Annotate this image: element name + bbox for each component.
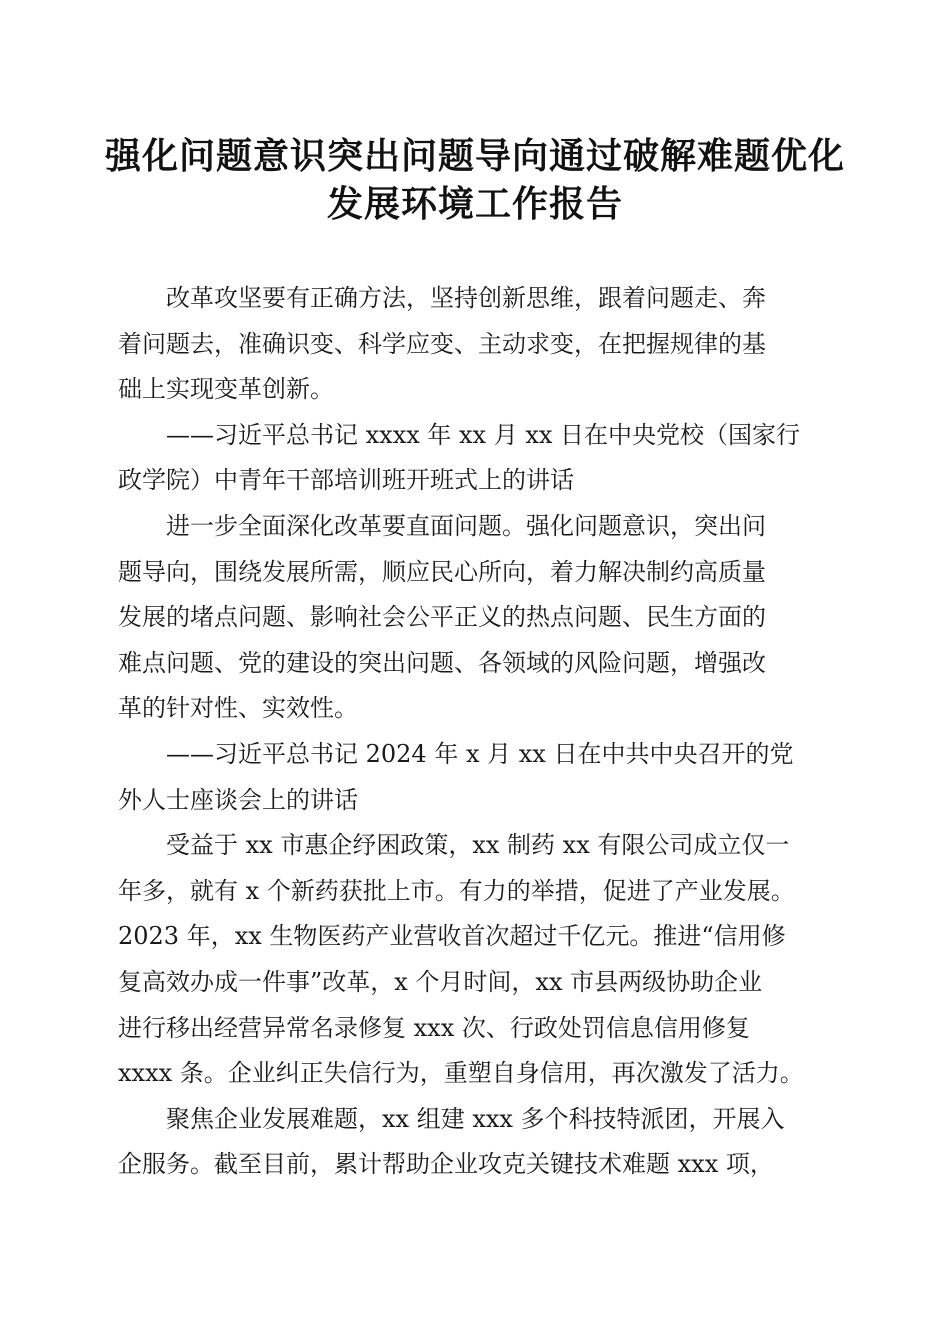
- document-body: [118, 276, 838, 1188]
- text-line: 复高效办成一件事”改革，x 个月时间，xx 市县两级协助企业: [118, 967, 763, 996]
- text-line: 进一步全面深化改革要直面问题。强化问题意识，突出问: [166, 511, 766, 540]
- text-line: 政学院）中青年干部培训班开班式上的讲话: [118, 466, 574, 495]
- text-line: 改革攻坚要有正确方法，坚持创新思维，跟着问题走、奔: [166, 284, 766, 312]
- text-line: 发展的堵点问题、影响社会公平正义的热点问题、民生方面的: [118, 603, 766, 632]
- text-line: 题导向，围绕发展所需，顺应民心所向，着力解决制约高质量: [118, 557, 766, 586]
- text-line: 着问题去，准确识变、科学应变、主动求变，在把握规律的基: [118, 329, 766, 358]
- text-line: 外人士座谈会上的讲话: [118, 785, 358, 814]
- title-line: 强化问题意识突出问题导向通过破解难题优化: [104, 135, 845, 177]
- title-line: 发展环境工作报告: [326, 183, 623, 225]
- text-line: 2023 年，xx 生物医药产业营收首次超过千亿元。推进“信用修: [118, 922, 786, 951]
- text-line: 聚焦企业发展难题，xx 组建 xxx 多个科技特派团，开展入: [166, 1104, 785, 1133]
- document-title: [100, 132, 850, 228]
- text-line: 年多，就有 x 个新药获批上市。有力的举措，促进了产业发展。: [118, 876, 795, 905]
- text-line: 革的针对性、实效性。: [118, 694, 358, 723]
- text-line: xxxx 条。企业纠正失信行为，重塑自身信用，再次激发了活力。: [118, 1059, 804, 1088]
- text-line: ——习近平总书记 2024 年 x 月 xx 日在中共中央召开的党: [166, 739, 794, 768]
- text-line: 企服务。截至目前，累计帮助企业攻克关键技术难题 xxx 项，: [118, 1150, 774, 1179]
- text-line: 础上实现变革创新。: [118, 375, 334, 404]
- text-line: 难点问题、党的建设的突出问题、各领域的风险问题，增强改: [118, 648, 766, 677]
- text-line: ——习近平总书记 xxxx 年 xx 月 xx 日在中央党校（国家行: [166, 420, 801, 449]
- text-line: 受益于 xx 市惠企纾困政策，xx 制药 xx 有限公司成立仅一: [166, 831, 790, 860]
- text-line: 进行移出经营异常名录修复 xxx 次、行政处罚信息信用修复: [118, 1013, 750, 1042]
